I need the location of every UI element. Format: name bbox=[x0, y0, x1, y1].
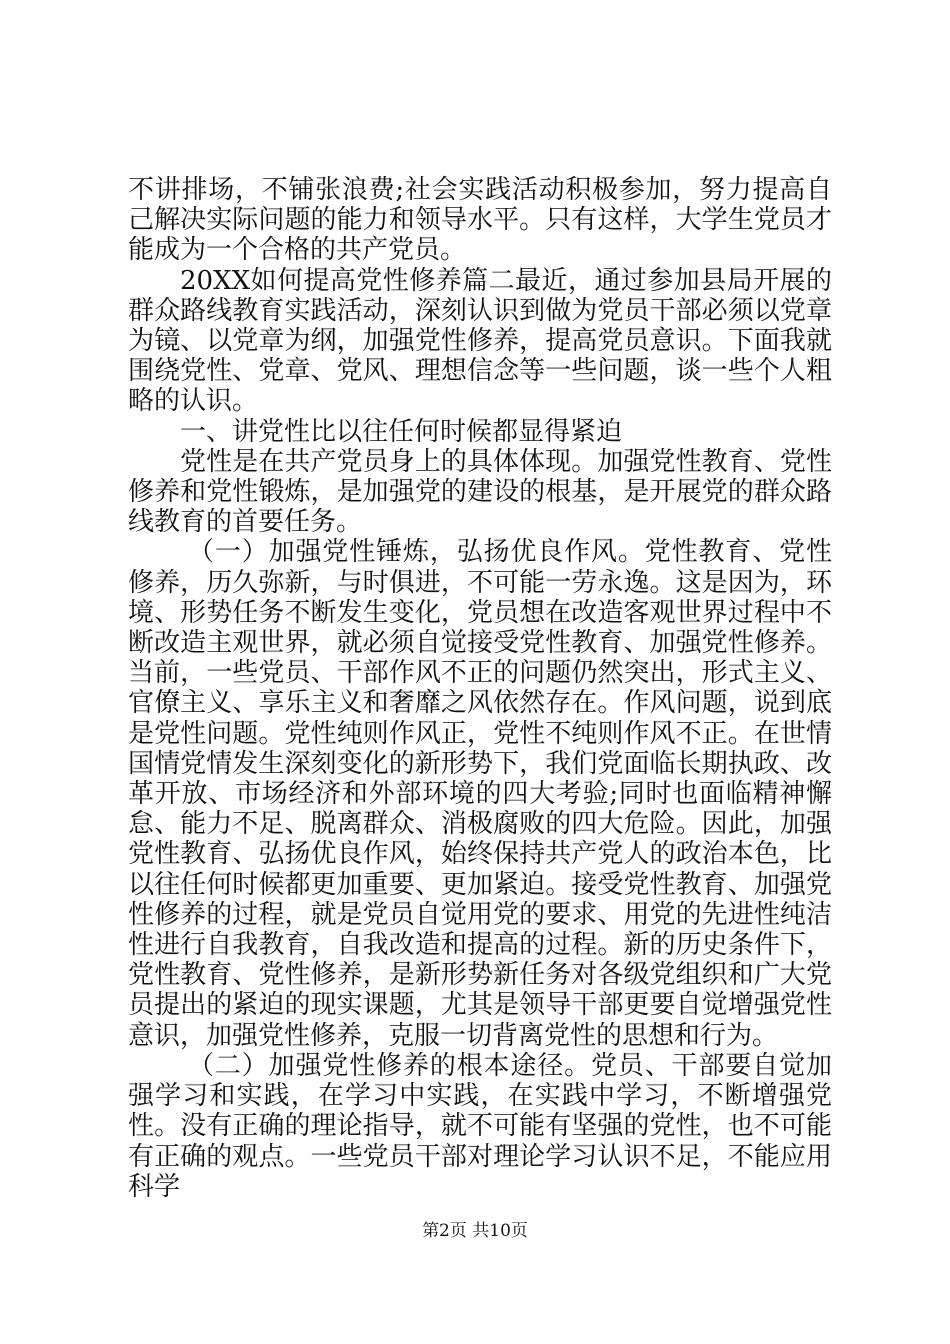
paragraph-point-one: （一）加强党性锤炼，弘扬优良作风。党性教育、党性修养，历久弥新，与时俱进，不可能一劳永逸。这是因为，环境、形势任务不断发生变化，党员想在改造客观世界过程中不断改造主观世界，就必须自觉接受党性教育、加强党性修养。当前，一些党员、干部作风不正的问题仍然突出，形式主义、官僚主义、享乐主义和奢靡之风依然存在。作风问题，说到底是党性问题。党性纯则作风正，党性不纯则作风不正。在世情国情党情发生深刻变化的新形势下，我们党面临长期执政、改革开放、市场经济和外部环境的四大考验;同时也面临精神懈怠、能力不足、脱离群众、消极腐败的四大危险。因此，加强党性教育、弘扬优良作风，始终保持共产党人的政治本色，比以往任何时候都更加重要、更加紧迫。接受党性教育、加强党性修养的过程，就是党员自觉用党的要求、用党的先进性纯洁性进行自我教育，自我改造和提高的过程。新的历史条件下，党性教育、党性修养，是新形势新任务对各级党组织和广大党员提出的紧迫的现实课题，尤其是领导干部更要自觉增强党性意识，加强党性修养，克服一切背离党性的思想和行为。 bbox=[128, 537, 832, 1051]
section-heading: 一、讲党性比以往任何时候都显得紧迫 bbox=[180, 416, 623, 447]
paragraph-point-two: （二）加强党性修养的根本途径。党员、干部要自觉加强学习和实践，在学习中实践，在实践中学习，不断增强党性。没有正确的理论指导，就不可能有坚强的党性，也不可能有正确的观点。一些党员干部对理论学习认识不足，不能应用科学 bbox=[128, 1050, 832, 1202]
document-body bbox=[128, 175, 832, 1202]
page-footer: 第2页 共10页 bbox=[422, 1221, 528, 1241]
paragraph-intro: 20XX如何提高党性修养篇二最近，通过参加县局开展的群众路线教育实践活动，深刻认识到做为党员干部必须以党章为镜、以党章为纲，加强党性修养，提高党员意识。下面我就围绕党性、党章、党风、理想信念等一些问题，谈一些个人粗略的认识。 bbox=[128, 265, 832, 417]
paragraph-continuation: 不讲排场，不铺张浪费;社会实践活动积极参加，努力提高自己解决实际问题的能力和领导水平。只有这样，大学生党员才能成为一个合格的共产党员。 bbox=[128, 175, 832, 266]
paragraph-party-spirit: 党性是在共产党员身上的具体体现。加强党性教育、党性修养和党性锻炼，是加强党的建设的根基，是开展党的群众路线教育的首要任务。 bbox=[128, 446, 832, 538]
